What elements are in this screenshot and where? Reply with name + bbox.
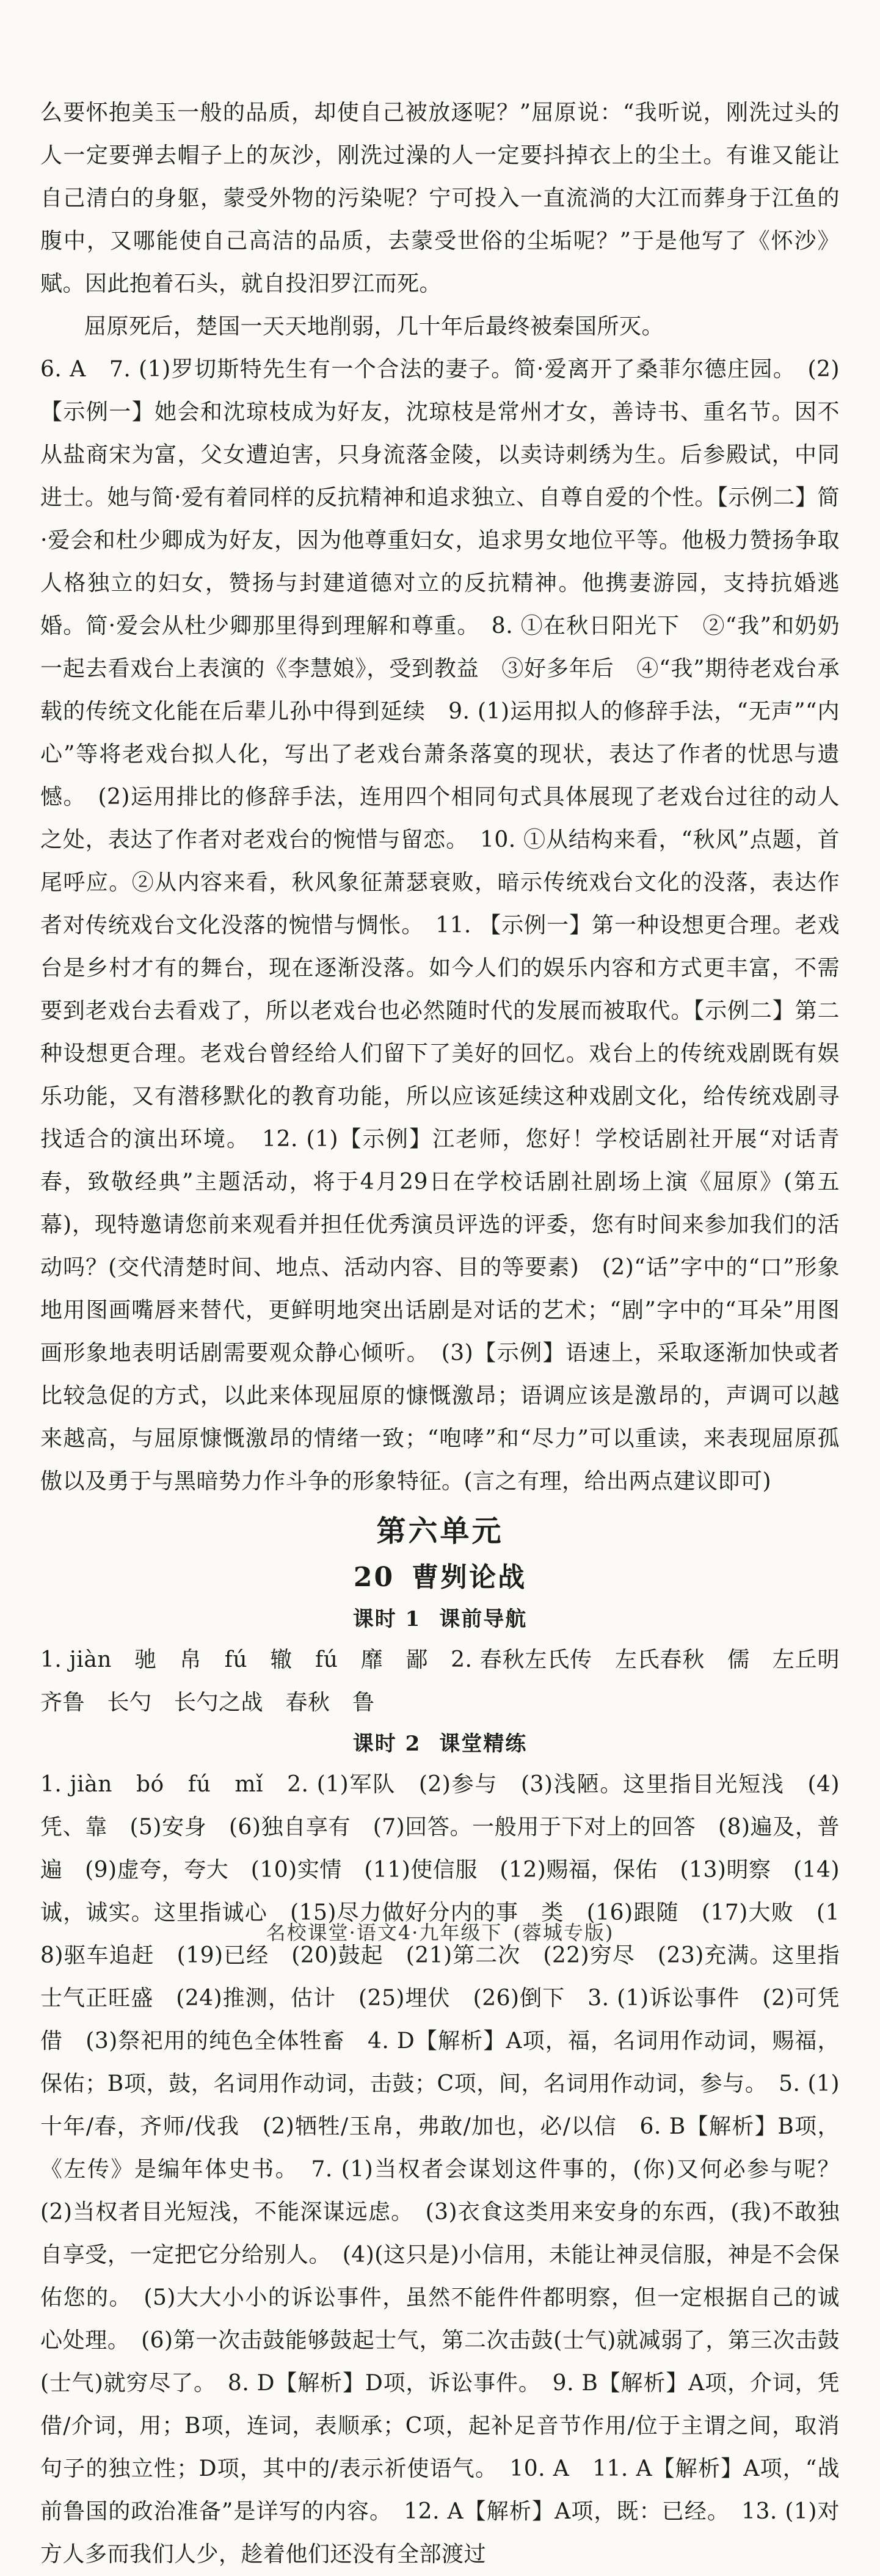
section-pre-class-answers: 1. jiàn 驰 帛 fú 辙 fú 靡 鄙 2. 春秋左氏传 左氏春秋 儒 左丘明 齐鲁 长勺 长勺之战 春秋 鲁 [40,1647,862,1715]
unit-title: 第六单元 [376,1514,504,1548]
answer-block-previous [40,92,840,1503]
paragraph-chu-fall: 屈原死后，楚国一天天地削弱，几十年后最终被秦国所灭。 [84,314,664,339]
section-period: 课时 2 [352,1732,421,1756]
lesson-title [40,1556,840,1600]
section-period: 课时 1 [352,1607,421,1631]
section-name: 课堂精练 [439,1732,528,1756]
paragraph-answers-6-12: 6. A 7. (1)罗切斯特先生有一个合法的妻子。简·爱离开了桑菲尔德庄园。 (2)【示例一】她会和沈琼枝成为好友，沈琼枝是常州才女，善诗书、重名节。因不从盐商宋为富，父女遭迫害，只身流落金陵，以卖诗刺绣为生。后参殿试，中同进士。她与简·爱有着同样的反抗精神和追求独立、自尊自爱的个性。【示例二】简·爱会和杜少卿成为好友，因为他尊重妇女，追求男女地位平等。他极力赞扬争取人格独立的妇女，赞扬与封建道德对立的反抗精神。他携妻游园，支持抗婚逃婚。简·爱会从杜少卿那里得到理解和尊重。 8. ①在秋日阳光下 ②“我”和奶奶一起去看戏台上表演的《李慧娘》，受到教益 ③好多年后 ④“我”期待老戏台承载的传统文化能在后辈儿孙中得到延续 9. (1)运用拟人的修辞手法，“无声”“内心”等将老戏台拟人化，写出了老戏台萧条落寞的现状，表达了作者的忧思与遗憾。 (2)运用排比的修辞手法，连用四个相同句式具体展现了老戏台过往的动人之处，表达了作者对老戏台的惋惜与留恋。 10. ①从结构来看，“秋风”点题，首尾呼应。②从内容来看，秋风象征萧瑟衰败，暗示传统戏台文化的没落，表达作者对传统戏台文化没落的惋惜与惆怅。 11. 【示例一】第一种设想更合理。老戏台是乡村才有的舞台，现在逐渐没落。如今人们的娱乐内容和方式更丰富，不需要到老戏台去看戏了，所以老戏台也必然随时代的发展而被取代。【示例二】第二种设想更合理。老戏台曾经给人们留下了美好的回忆。戏台上的传统戏剧既有娱乐功能，又有潜移默化的教育功能，所以应该延续这种戏剧文化，给传统戏剧寻找适合的演出环境。 12. (1)【示例】江老师，您好！学校话剧社开展“对话青春，致敬经典”主题活动，将于4月29日在学校话剧社剧场上演《屈原》(第五幕)，现特邀请您前来观看并担任优秀演员评选的评委，您有时间来参加我们的活动吗？(交代清楚时间、地点、活动内容、目的等要素) (2)“话”字中的“口”形象地用图画嘴唇来替代，更鲜明地突出话剧是对话的艺术；“剧”字中的“耳朵”用图画形象地表明话剧需要观众静心倾听。 (3)【示例】语速上，采取逐渐加快或者比较急促的方式，以此来体现屈原的慷慨激昂；语调应该是激昂的，声调可以越来越高，与屈原慷慨激昂的情绪一致；“咆哮”和“尽力”可以重读，来表现屈原孤傲以及勇于与黑暗势力作斗争的形象特征。(言之有理，给出两点建议即可) [40,357,840,1494]
footer-edition: (蓉城专版) [513,1921,614,1944]
section-in-class-answers: 1. jiàn bó fú mǐ 2. (1)军队 (2)参与 (3)浅陋。这里指目光短浅 (4)凭、靠 (5)安身 (6)独自享有 (7)回答。一般用于下对上的回答 (8)遍及，普遍 (9)虚夸，夸大 (10)实情 (11)使信服 (12)赐福，保佑 (13)明察 (14)诚，诚实。这里指诚心 (15)尽力做好分内的事 类 (16)跟随 (17)大败 (18)驱车追赶 (19)已经 (20)鼓起 (21)第二次 (22)穷尽 (23)充满。这里指士气正旺盛 (24)推测，估计 (25)埋伏 (26)倒下 3. (1)诉讼事件 (2)可凭借 (3)祭祀用的纯色全体牲畜 4. D【解析】A项，福，名词用作动词，赐福，保佑；B项，鼓，名词用作动词，击鼓；C项，间，名词用作动词，参与。 5. (1)十年/春，齐师/伐我 (2)牺牲/玉帛，弗敢/加也，必/以信 6. B【解析】B项，《左传》是编年体史书。 7. (1)当权者会谋划这件事的，(你)又何必参与呢？ (2)当权者目光短浅，不能深谋远虑。 (3)衣食这类用来安身的东西，(我)不敢独自享受，一定把它分给别人。 (4)(这只是)小信用，未能让神灵信服，神是不会保佑您的。 (5)大大小小的诉讼事件，虽然不能件件都明察，但一定根据自己的诚心处理。 (6)第一次击鼓能够鼓起士气，第二次击鼓(士气)就减弱了，第三次击鼓(士气)就穷尽了。 8. D【解析】D项，诉讼事件。 9. B【解析】A项，介词，凭借/介词，用；B项，连词，表顺承；C项，起补足音节作用/位于主谓之间，取消句子的独立性；D项，其中的/表示祈使语气。 10. A 11. A【解析】A项，“战前鲁国的政治准备”是详写的内容。 12. A【解析】A项，既：已经。 13. (1)对方人多而我们人少，趁着他们还没有全部渡过 [40,1772,862,2567]
paragraph-translation-end: 么要怀抱美玉一般的品质，却使自己被放逐呢？”屈原说：“我听说，刚洗过头的人一定要弹去帽子上的灰沙，刚洗过澡的人一定要抖掉衣上的尘土。有谁又能让自己清白的身躯，蒙受外物的污染呢？宁可投入一直流淌的大江而葬身于江鱼的腹中，又哪能使自己高洁的品质，去蒙受世俗的尘垢呢？”于是他写了《怀沙》赋。因此抱着石头，就自投汨罗江而死。 [40,100,840,296]
footer-book-title: 名校课堂·语文4·九年级下 [266,1921,503,1944]
section-title-in-class [40,1724,840,1763]
lesson-name: 曹刿论战 [412,1562,527,1593]
page-footer [0,1917,880,1945]
section-name: 课前导航 [439,1607,528,1631]
section-title-pre-class [40,1600,840,1639]
lesson-number: 20 [353,1562,395,1593]
